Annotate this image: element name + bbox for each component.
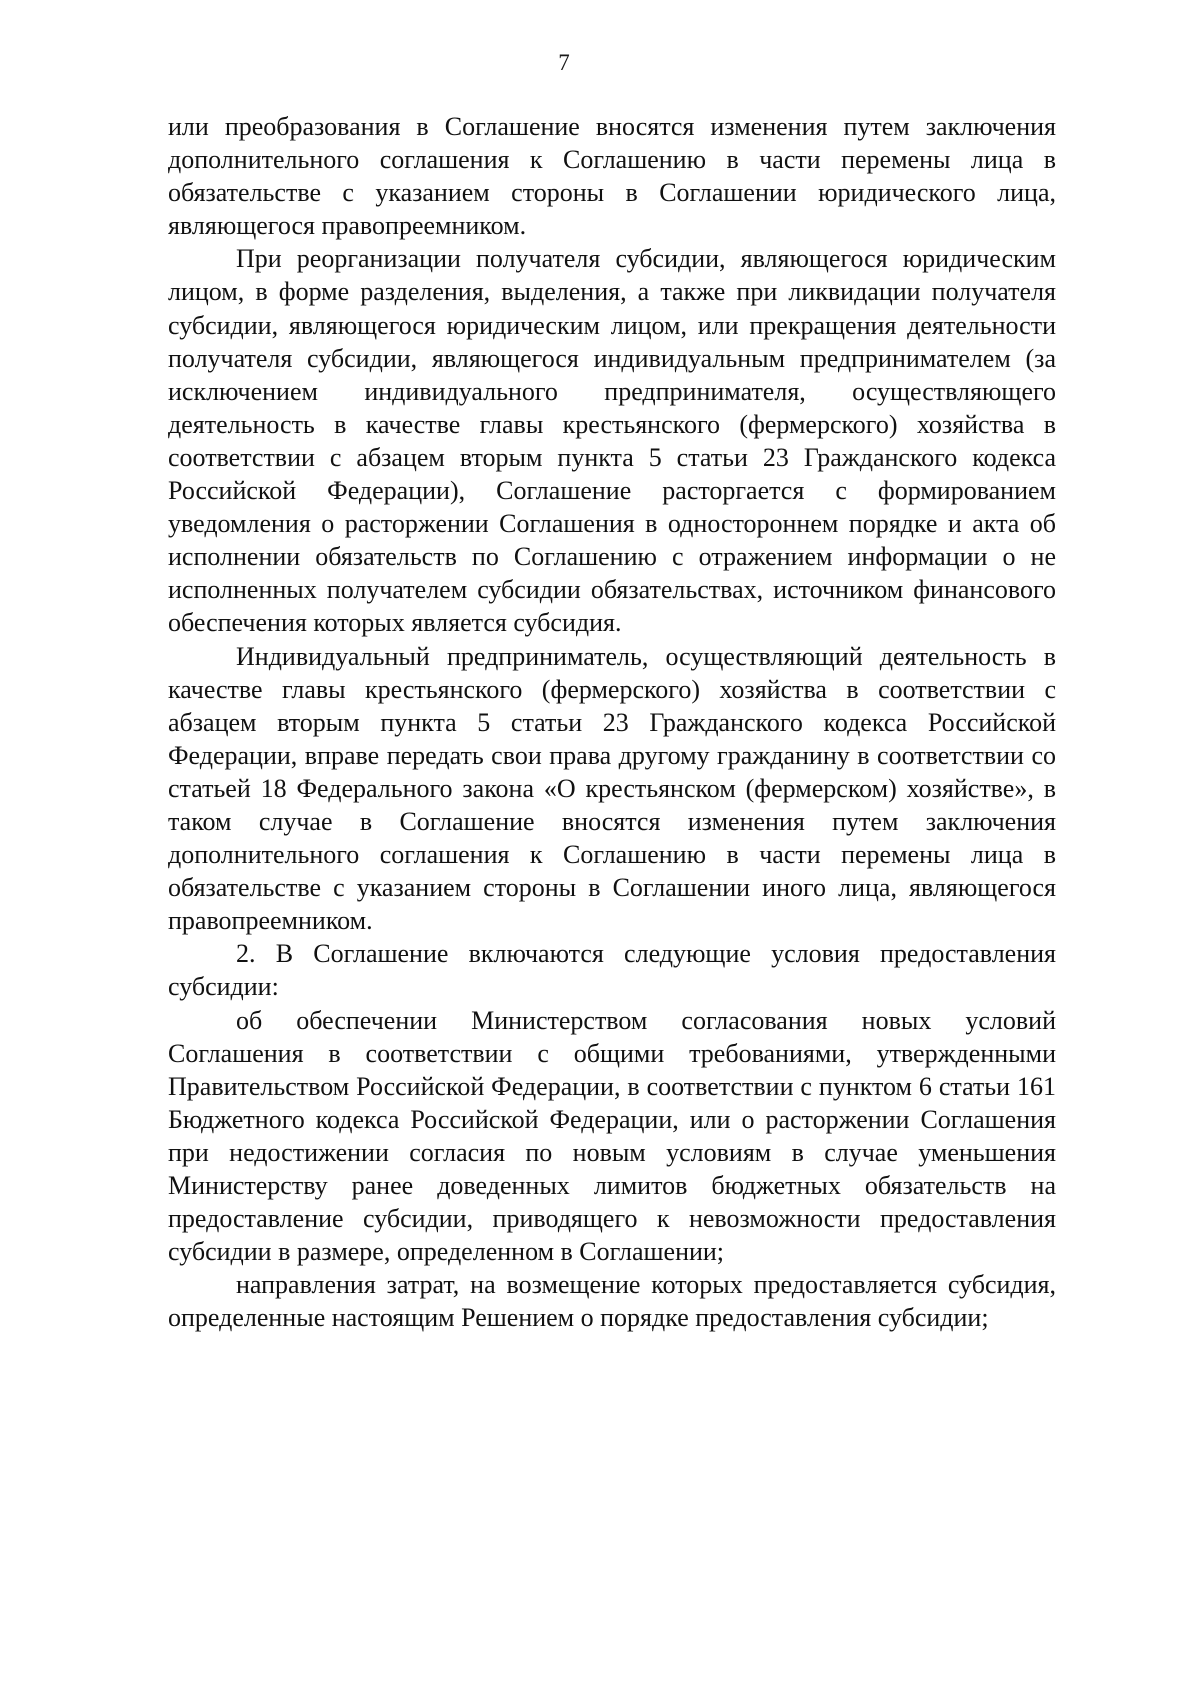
paragraph: об обеспечении Министерством согласования новых условий Соглашения в соответствии с общими требованиями, утвержденными Правительством Российской Федерации, в соответствии с пунктом 6 статьи 161 Бюджетного кодекса Российской Федерации, или о расторжении Соглашения при недостижении согласия по новым условиям в случае уменьшения Министерству ранее доведенных лимитов бюджетных обязательств на предоставление субсидии, приводящего к невозможности предоставления субсидии в размере, определенном в Соглашении; xyxy=(168,1005,1056,1267)
paragraph: Индивидуальный предприниматель, осуществляющий деятельность в качестве главы крестьянского (фермерского) хозяйства в соответствии с абзацем вторым пункта 5 статьи 23 Гражданского кодекса Российской Федерации, вправе передать свои права другому гражданину в соответствии со статьей 18 Федерального закона «О крестьянском (фермерском) хозяйстве», в таком случае в Соглашение вносятся изменения путем заключения дополнительного соглашения к Соглашению в части перемены лица в обязательстве с указанием стороны в Соглашении иного лица, являющегося правопреемником. xyxy=(168,641,1056,936)
document-body xyxy=(168,110,1056,1334)
page-number: 7 xyxy=(558,50,570,75)
paragraph: или преобразования в Соглашение вносятся изменения путем заключения дополнительного соглашения к Соглашению в части перемены лица в обязательстве с указанием стороны в Соглашении юридического лица, являющегося правопреемником. xyxy=(168,112,1056,241)
paragraph: направления затрат, на возмещение которых предоставляется субсидия, определенные настоящим Решением о порядке предоставления субсидии; xyxy=(168,1270,1056,1333)
paragraph: При реорганизации получателя субсидии, являющегося юридическим лицом, в форме разделения, выделения, а также при ликвидации получателя субсидии, являющегося юридическим лицом, или прекращения деятельности получателя субсидии, являющегося индивидуальным предпринимателем (за исключением индивидуального предпринимателя, осуществляющего деятельность в качестве главы крестьянского (фермерского) хозяйства в соответствии с абзацем вторым пункта 5 статьи 23 Гражданского кодекса Российской Федерации), Соглашение расторгается с формированием уведомления о расторжении Соглашения в одностороннем порядке и акта об исполнении обязательств по Соглашению с отражением информации о не исполненных получателем субсидии обязательствах, источником финансового обеспечения которых является субсидия. xyxy=(168,244,1056,638)
paragraph-numbered-item: 2. В Соглашение включаются следующие условия предоставления субсидии: xyxy=(168,939,1056,1002)
